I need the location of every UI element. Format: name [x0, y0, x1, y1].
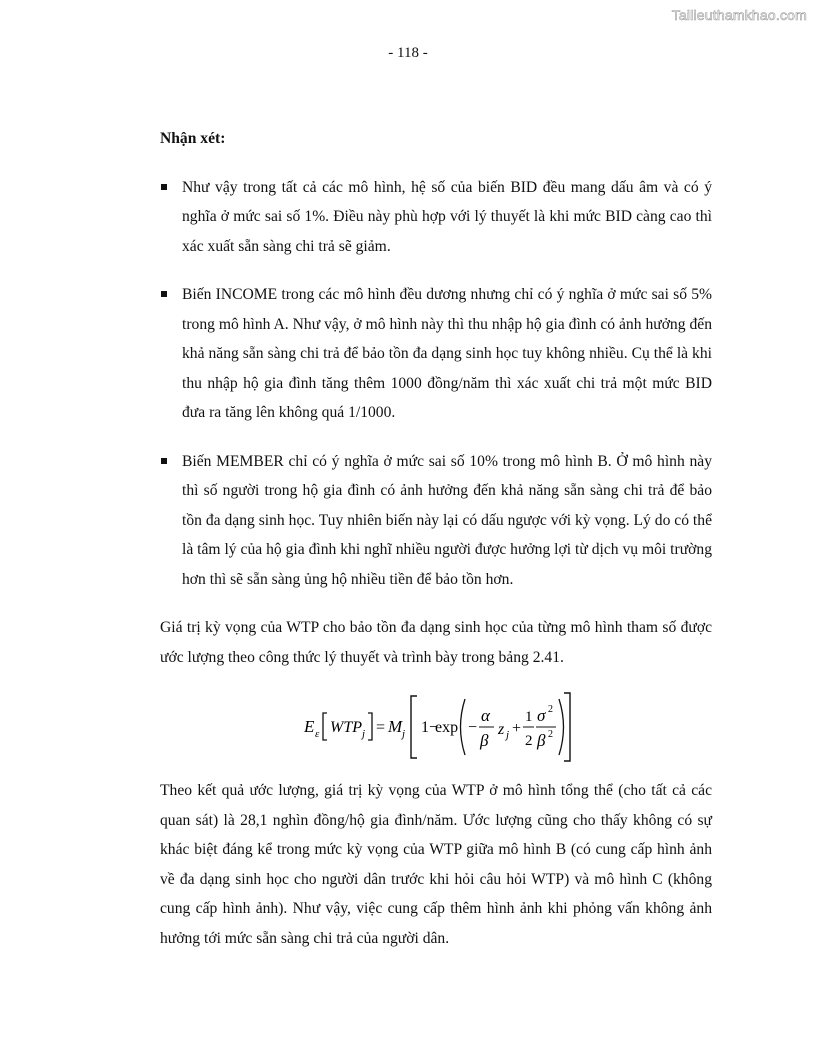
- formula-beta-sq: 2: [548, 729, 553, 740]
- bullet-item-income: [160, 280, 712, 428]
- square-bullet-icon: [161, 291, 167, 297]
- formula-big-bracket-right: [564, 693, 570, 761]
- paragraph-expected-value: Giá trị kỳ vọng của WTP cho bảo tồn đa dạng sinh học của từng mô hình tham số được ước lượng theo công thức lý thuyết và trình bày trong bảng 2.41.: [160, 619, 712, 666]
- document-body: [160, 124, 712, 953]
- square-bullet-icon: [161, 458, 167, 464]
- formula-z-sub: j: [506, 729, 510, 741]
- formula-sigma: σ: [537, 706, 546, 725]
- formula-one-minus: 1−: [421, 719, 439, 736]
- bullet-item-member: [160, 447, 712, 595]
- formula-WTP: WTP: [330, 719, 362, 736]
- formula-paren-right: [559, 699, 564, 755]
- formula-equals: =: [376, 719, 386, 736]
- formula-WTP-sub: j: [362, 728, 366, 740]
- bullet-text: Biến INCOME trong các mô hình đều dương nhưng chỉ có ý nghĩa ở mức sai số 5% trong mô hình A. Như vậy, ở mô hình này thì thu nhập hộ gia đình có ảnh hưởng đến khả năng sẵn sàng chi trả để bảo tồn đa dạng sinh học tuy không nhiều. Cụ thể là khi thu nhập hộ gia đình tăng thêm 1000 đồng/năm thì xác xuất chi trả một mức BID đưa ra tăng lên không quá 1/1000.: [182, 286, 712, 421]
- section-heading: Nhận xét:: [160, 130, 226, 147]
- formula-two: 2: [525, 733, 533, 749]
- formula-bracket-left: [323, 713, 327, 740]
- formula-one: 1: [525, 709, 533, 725]
- bullet-text: Biến MEMBER chỉ có ý nghĩa ở mức sai số 10% trong mô hình B. Ở mô hình này thì số người trong hộ gia đình có ảnh hưởng đến khả năng sẵn sàng chi trả để bảo tồn đa dạng sinh học. Tuy nhiên biến này lại có dấu ngược với kỳ vọng. Lý do có thể là tâm lý của hộ gia đình khi nghĩ nhiều người được hưởng lợi từ dịch vụ môi trường hơn thì sẽ sẵn sàng ủng hộ nhiều tiền để bảo tồn hơn.: [182, 452, 712, 588]
- bullet-text: Như vậy trong tất cả các mô hình, hệ số của biến BID đều mang dấu âm và có ý nghĩa ở mức sai số 1%. Điều này phù hợp với lý thuyết là khi mức BID càng cao thì xác xuất sẵn sàng chi trả sẽ giảm.: [182, 178, 712, 255]
- formula-big-bracket-left: [411, 696, 417, 758]
- formula-E-sub: ε: [315, 728, 320, 740]
- bullet-list: [160, 173, 712, 595]
- bullet-item-bid: [160, 173, 712, 262]
- watermark-logo: Tailieuthamkhao.com: [671, 7, 807, 23]
- formula-graphic: [300, 682, 572, 770]
- formula-exp: exp: [435, 719, 459, 736]
- square-bullet-icon: [161, 184, 167, 190]
- formula-beta: β: [480, 731, 489, 750]
- formula-M-sub: j: [402, 728, 406, 740]
- formula-sigma-sq: 2: [548, 704, 553, 715]
- formula-paren-left: [461, 699, 466, 755]
- formula-E: E: [304, 717, 315, 736]
- formula-M: M: [388, 717, 403, 736]
- page-number: - 118 -: [388, 45, 428, 61]
- formula-bracket-right: [368, 713, 372, 740]
- formula-plus: +: [512, 720, 522, 737]
- wtp-formula: [160, 680, 712, 772]
- formula-minus: −: [468, 719, 478, 736]
- formula-z: z: [498, 721, 505, 738]
- formula-alpha: α: [481, 706, 490, 725]
- paragraph-conclusion: Theo kết quả ước lượng, giá trị kỳ vọng của WTP ở mô hình tổng thể (cho tất cả các quan sát) là 28,1 nghìn đồng/hộ gia đình/năm. Ước lượng cũng cho thấy không có sự khác biệt đáng kể trong mức kỳ vọng của WTP giữa mô hình B (có cung cấp hình ảnh về đa dạng sinh học cho người dân trước khi hỏi câu hỏi WTP) và mô hình C (không cung cấp hình ảnh). Như vậy, việc cung cấp thêm hình ảnh khi phỏng vấn không ảnh hưởng tới mức sẵn sàng chi trả của người dân.: [160, 782, 712, 947]
- formula-beta-2: β: [537, 731, 546, 750]
